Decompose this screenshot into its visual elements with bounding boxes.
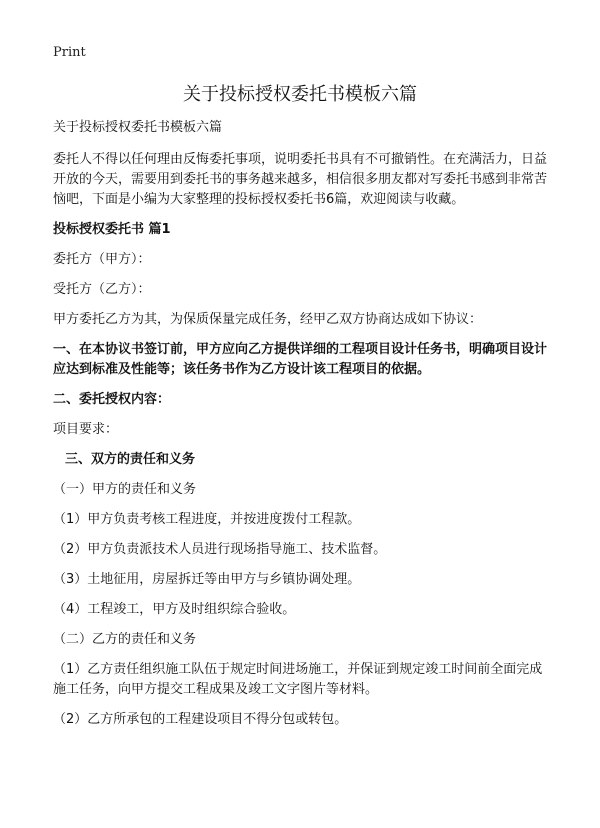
document-title: 关于投标授权委托书模板六篇: [183, 84, 417, 105]
clause-2: 二、委托授权内容：: [53, 392, 171, 407]
document-subtitle: 关于投标授权委托书模板六篇: [53, 120, 223, 135]
document-body: [53, 118, 553, 730]
party-a-item: （1）甲方负责考核工程进度，并按进度拨付工程款。: [53, 512, 361, 527]
section-heading: 投标授权委托书 篇1: [53, 222, 171, 237]
clause-3: 三、双方的责任和义务: [65, 452, 196, 467]
intro-paragraph: 委托人不得以任何理由反悔委托事项，说明委托书具有不可撤销性。在充满活力，日益开放的今天，需要用到委托书的事务越来越多，相信很多朋友都对写委托书感到非常苦恼吧，下面是小编为大家整理的投标授权委托书6篇，欢迎阅读与收藏。: [53, 152, 548, 207]
party-b-item: （2）乙方所承包的工程建设项目不得分包或转包。: [53, 712, 348, 727]
print-link[interactable]: Print: [53, 45, 86, 60]
party-a-item: （4）工程竣工，甲方及时组织综合验收。: [53, 602, 296, 617]
project-requirements: 项目要求：: [53, 422, 119, 437]
party-a-heading: （一）甲方的责任和义务: [53, 482, 197, 497]
trustee-party-line: 受托方（乙方）：: [53, 282, 151, 297]
party-a-item: （2）甲方负责派技术人员进行现场指导施工、技术监督。: [53, 542, 387, 557]
agreement-intro: 甲方委托乙方为其，为保质保量完成任务，经甲乙双方协商达成如下协议：: [53, 312, 483, 327]
party-b-heading: （二）乙方的责任和义务: [53, 632, 197, 647]
clause-1: 一、在本协议书签订前，甲方应向乙方提供详细的工程项目设计任务书，明确项目设计应达到标准及性能等；该任务书作为乙方设计该工程项目的依据。: [53, 342, 548, 377]
party-b-item: （1）乙方责任组织施工队伍于规定时间进场施工，并保证到规定竣工时间前全面完成施工任务，向甲方提交工程成果及竣工文字图片等材料。: [53, 662, 543, 697]
party-a-item: （3）土地征用，房屋拆迁等由甲方与乡镇协调处理。: [53, 572, 361, 587]
client-party-line: 委托方（甲方）：: [53, 252, 151, 267]
